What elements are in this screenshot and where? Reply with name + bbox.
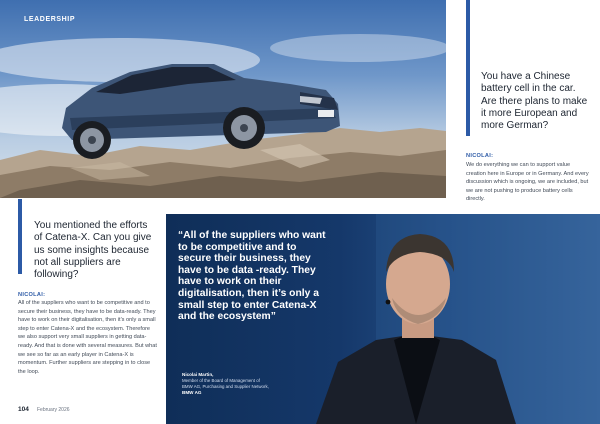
answer-1-speaker: NICOLAI:	[466, 153, 494, 159]
question-2: You mentioned the efforts of Catena-X. Can you give us some insights because not all suppliers are following?	[34, 220, 152, 281]
section-label: LEADERSHIP	[24, 16, 76, 23]
question-accent-bar	[18, 199, 22, 274]
hero-photo	[0, 0, 446, 198]
page-number: 104	[18, 406, 29, 413]
portrait-panel	[166, 214, 600, 424]
answer-2-speaker: NICOLAI:	[18, 292, 46, 298]
car-on-rocks-illustration	[0, 0, 446, 198]
pull-quote: “All of the suppliers who want to be competitive and to secure their business, they have to be data -ready. They have to work on their digitalisation, then it’s only a small step to enter Catena-X and the ecosystem”	[178, 230, 326, 323]
quote-credit-role: BMW AG, Purchasing and Supplier Network,	[182, 383, 269, 389]
question-accent-bar	[466, 0, 470, 136]
quote-credit-name: Nicolai Martin,	[182, 372, 214, 377]
quote-credit-org: BMW AG	[182, 390, 202, 395]
answer-2: All of the suppliers who want to be competitive and to secure their business, they have to be data-ready. They have to work on their digitalisation, then it's only a small step to enter Catena-X and the ecosystem. Therefore we also support very small suppliers in getting data-ready. And that is done with several measures. But what we see so far as an early player in Catena-X is momentum. Further suppliers are stepping in to close the loop.	[18, 300, 157, 375]
issue-date: February 2026	[37, 407, 70, 413]
quote-credit-role: Member of the Board of Management of	[182, 378, 260, 383]
question-1: You have a Chinese battery cell in the car. Are there plans to make it more European and more German?	[481, 71, 588, 132]
answer-1: We do everything we can to support value creation here in Europe or in Germany. And every discussion which is ongoing, we are included, but we are not pushing to produce battery cells directly.	[466, 162, 589, 203]
